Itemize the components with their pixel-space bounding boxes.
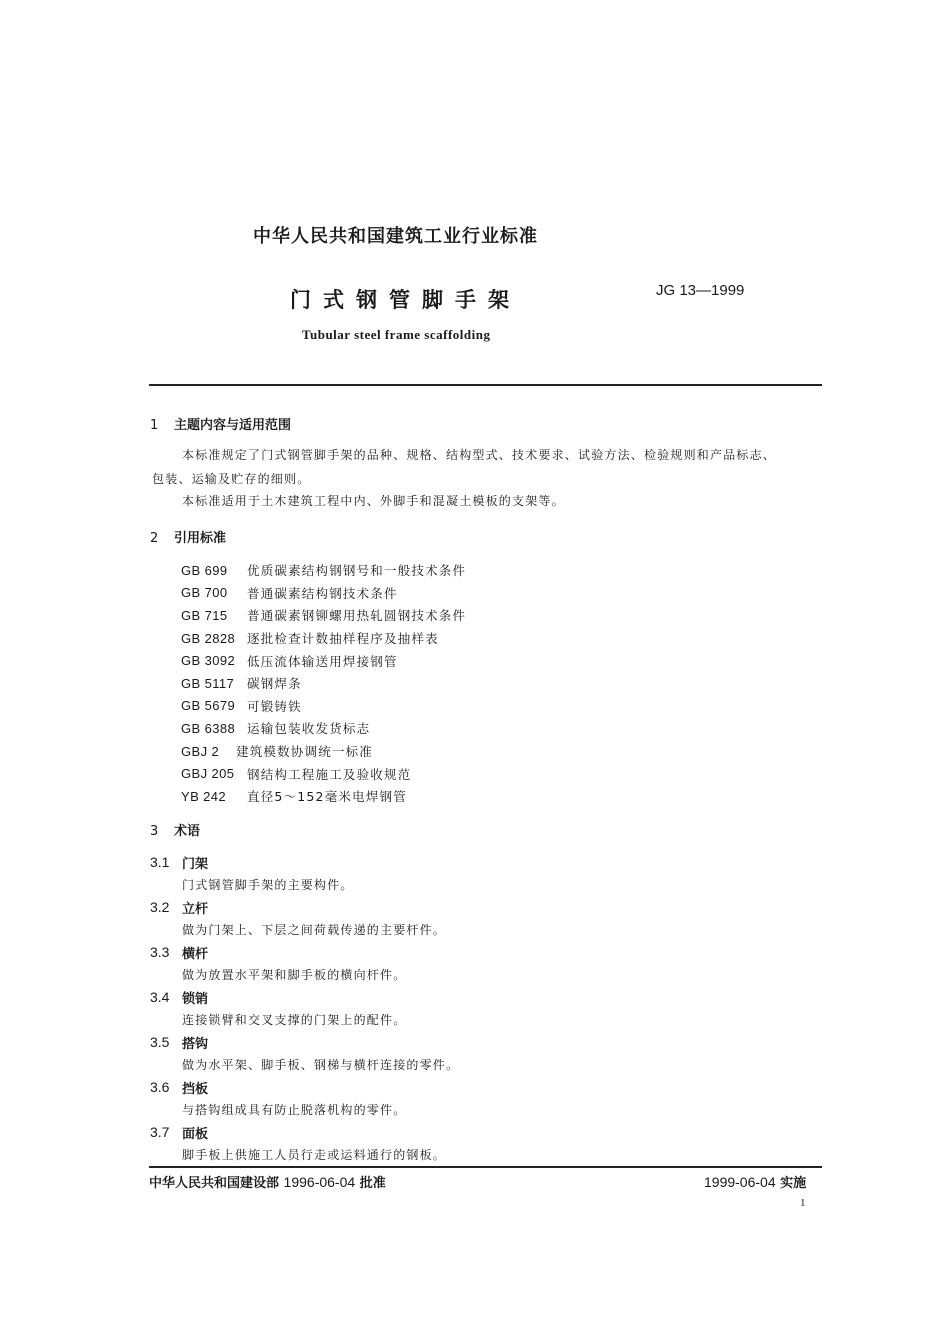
standard-code: GB 6388 [181,720,236,736]
section-3-heading [150,820,200,839]
standard-name: 建筑模数协调统一标准 [236,744,374,760]
standard-row [181,785,466,808]
term-heading [150,896,459,919]
term-heading [150,1031,459,1054]
standard-code: GBJ 2 [181,743,220,759]
footer-divider [149,1166,822,1168]
effective-label: 实施 [780,1176,807,1191]
term-heading [150,851,459,874]
english-title: Tubular steel frame scaffolding [302,327,491,342]
approval-line [149,1172,386,1191]
term-heading [150,986,459,1009]
standard-name: 普通碳素钢铆螺用热轧圆钢技术条件 [247,608,467,624]
term-number: 3.6 [150,1079,170,1096]
standard-code: GB 699 [181,562,228,578]
section-1-title: 主题内容与适用范围 [174,418,292,433]
standard-row [181,695,466,718]
standard-name: 直径5～152毫米电焊钢管 [247,789,407,805]
standard-name: 钢结构工程施工及验收规范 [247,766,412,782]
term-heading [150,1076,459,1099]
standard-name: 逐批检查计数抽样程序及抽样表 [247,631,439,647]
effective-date: 1999-06-04 [704,1174,776,1190]
standard-code: GB 5679 [181,698,236,714]
standard-code: GB 715 [181,607,228,623]
approving-authority: 中华人民共和国建设部 [149,1176,280,1191]
approval-date: 1996-06-04 [283,1174,356,1190]
standard-name: 普通碳素结构钢技术条件 [247,585,398,601]
term-name: 立杆 [182,901,209,917]
term-number: 3.5 [150,1034,170,1051]
term-number: 3.2 [150,899,170,916]
standard-name: 可锻铸铁 [247,698,302,714]
term-definition: 做为放置水平架和脚手板的横向杆件。 [182,968,407,983]
term-name: 横杆 [182,946,209,962]
term-number: 3.4 [150,989,170,1006]
organization-standard-heading: 中华人民共和国建筑工业行业标准 [253,226,538,247]
header-divider [149,384,822,386]
term-definition: 做为门架上、下层之间荷载传递的主要杆件。 [182,923,447,938]
term-name: 面板 [182,1126,209,1142]
standard-row [181,604,466,627]
section-3-number: 3 [150,824,159,839]
section-1-paragraph-1-line-2: 包装、运输及贮存的细则。 [152,472,311,486]
section-1-paragraph-1-line-1: 本标准规定了门式钢管脚手架的品种、规格、结构型式、技术要求、试验方法、检验规则和产品标志、 [182,448,777,462]
referenced-standards-list [181,559,466,808]
standard-name: 碳钢焊条 [247,676,302,692]
standard-code: GB 2828 [181,630,236,646]
terms-list [150,851,459,1166]
term-number: 3.3 [150,944,170,961]
section-2-number: 2 [150,531,159,546]
standard-row [181,627,466,650]
term-name: 锁销 [182,991,209,1007]
term-definition: 连接锁臂和交叉支撑的门架上的配件。 [182,1013,407,1028]
standard-code: JG 13—1999 [656,282,745,299]
standard-row [181,717,466,740]
section-1-paragraph-2: 本标准适用于土木建筑工程中内、外脚手和混凝土模板的支架等。 [182,494,565,508]
standard-row [181,649,466,672]
section-2-heading [150,527,226,546]
document-title: 门式钢管脚手架 [290,288,521,312]
term-name: 挡板 [182,1081,209,1097]
term-number: 3.7 [150,1124,170,1141]
standard-code: GB 5117 [181,675,235,691]
standard-name: 运输包装收发货标志 [247,721,371,737]
standard-row [181,740,466,763]
section-2-title: 引用标准 [174,531,227,546]
standard-row [181,582,466,605]
standard-code: GBJ 205 [181,766,235,782]
standard-row [181,762,466,785]
term-name: 搭钩 [182,1036,209,1052]
standard-code: GB 3092 [181,653,236,669]
effective-line [704,1172,806,1191]
section-1-number: 1 [150,418,159,433]
approval-label: 批准 [359,1176,386,1191]
term-heading [150,1121,459,1144]
standard-row [181,559,466,582]
term-definition: 脚手板上供施工人员行走或运料通行的钢板。 [182,1148,447,1163]
standard-row [181,672,466,695]
term-definition: 门式钢管脚手架的主要构件。 [182,878,354,893]
term-definition: 与搭钩组成具有防止脱落机构的零件。 [182,1103,407,1118]
standard-code: YB 242 [181,788,227,804]
standard-name: 低压流体输送用焊接钢管 [247,653,398,669]
standard-name: 优质碳素结构钢钢号和一般技术条件 [247,563,467,579]
standard-code: GB 700 [181,585,228,601]
section-3-title: 术语 [174,824,201,839]
section-1-heading [150,414,291,433]
term-number: 3.1 [150,854,170,871]
term-name: 门架 [182,856,209,872]
term-definition: 做为水平架、脚手板、钢梯与横杆连接的零件。 [182,1058,460,1073]
page-number: 1 [800,1197,806,1209]
term-heading [150,941,459,964]
